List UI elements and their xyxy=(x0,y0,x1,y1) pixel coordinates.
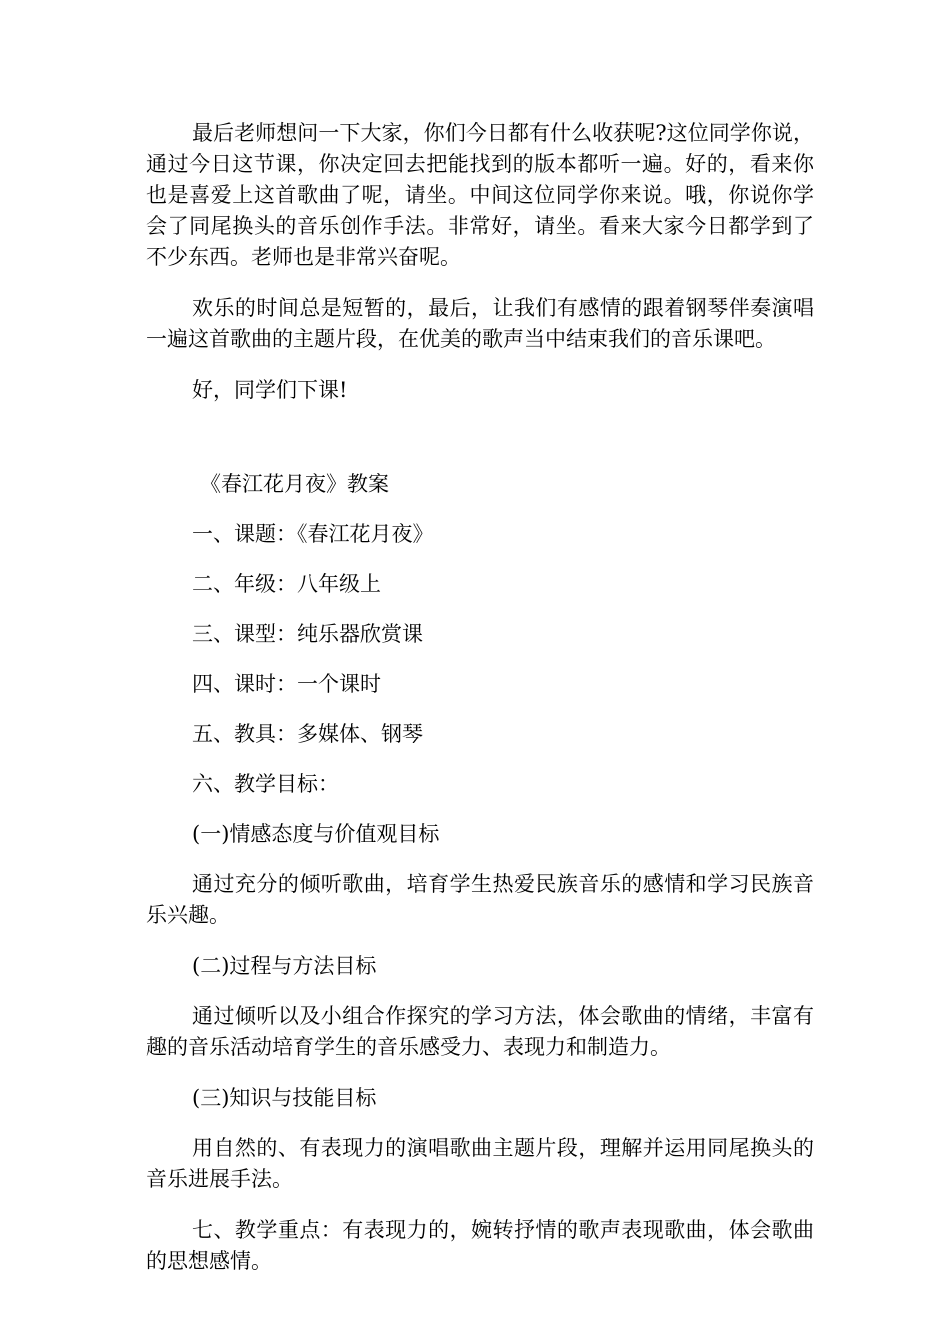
paragraph-summary: 最后老师想问一下大家，你们今日都有什么收获呢?这位同学你说，通过今日这节课，你决定回去把能找到的版本都听一遍。好的，看来你也是喜爱上这首歌曲了呢，请坐。中间这位同学你来说。哦，你说你学会了同尾换头的音乐创作手法。非常好，请坐。看来大家今日都学到了不少东西。老师也是非常兴奋呢。 xyxy=(146,121,814,269)
objective-text-emotion: 通过充分的倾听歌曲，培育学生热爱民族音乐的感情和学习民族音乐兴趣。 xyxy=(146,872,814,927)
document-body xyxy=(146,118,814,1277)
section-lesson-type: 三、课型：纯乐器欣赏课 xyxy=(192,622,423,646)
section-teaching-focus: 七、教学重点：有表现力的，婉转抒情的歌声表现歌曲，体会歌曲的思想感情。 xyxy=(146,1218,814,1273)
objective-heading-knowledge: (三)知识与技能目标 xyxy=(192,1086,377,1110)
objective-heading-process: (二)过程与方法目标 xyxy=(192,954,377,978)
objective-text-knowledge: 用自然的、有表现力的演唱歌曲主题片段，理解并运用同尾换头的音乐进展手法。 xyxy=(146,1136,814,1191)
objective-heading-emotion: (一)情感态度与价值观目标 xyxy=(192,822,440,846)
paragraph-dismissal: 好，同学们下课! xyxy=(192,378,348,402)
section-topic: 一、课题：《春江花月夜》 xyxy=(192,522,434,546)
paragraph-closing: 欢乐的时间总是短暂的，最后，让我们有感情的跟着钢琴伴奏演唱一遍这首歌曲的主题片段，在优美的歌声当中结束我们的音乐课吧。 xyxy=(146,296,814,351)
section-teaching-aids: 五、教具：多媒体、钢琴 xyxy=(192,722,423,746)
lesson-plan-title: 《春江花月夜》教案 xyxy=(200,472,389,496)
section-objectives-heading: 六、教学目标： xyxy=(192,772,339,796)
objective-text-process: 通过倾听以及小组合作探究的学习方法，体会歌曲的情绪，丰富有趣的音乐活动培育学生的音乐感受力、表现力和制造力。 xyxy=(146,1004,814,1059)
section-grade: 二、年级：八年级上 xyxy=(192,572,381,596)
section-class-hours: 四、课时：一个课时 xyxy=(192,672,381,696)
